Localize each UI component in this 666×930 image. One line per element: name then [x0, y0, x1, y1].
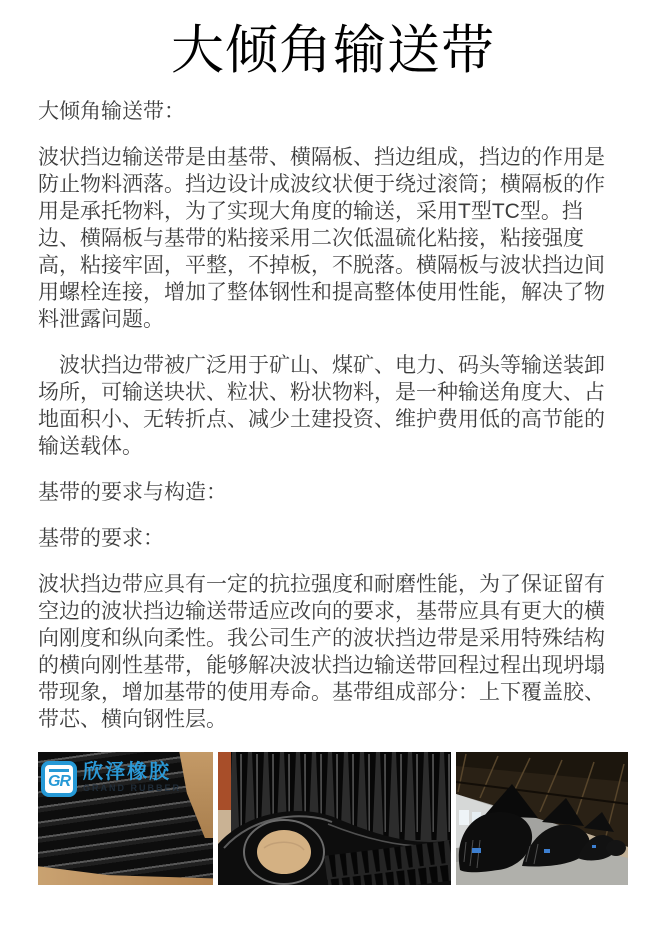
photo1-floor-strip: [38, 863, 213, 885]
brand-name-chinese: 欣泽橡胶: [83, 761, 171, 783]
product-photo-row: [38, 752, 628, 885]
paragraph-intro-label: 大倾角输送带：: [38, 100, 185, 123]
photo-corrugated-sidewall: [38, 752, 213, 885]
photo-belt-loop: [218, 752, 451, 885]
brand-watermark: [41, 761, 181, 797]
paragraph-applications: 波状挡边带被广泛用于矿山、煤矿、电力、码头等输送装卸场所，可输送块状、粒状、粉状物料，是一种输送角度大、占地面积小、无转折点、减少土建投资、维护费用低的高节能的输送载体。: [38, 354, 605, 458]
belt-loop-illustration: [218, 752, 451, 885]
paragraph-baseband-heading: 基带的要求与构造：: [38, 481, 227, 504]
article-body: [38, 98, 623, 733]
photo-factory-belts: [456, 752, 628, 885]
page-title: 大倾角输送带: [171, 21, 495, 80]
brand-logo-initials: GR: [48, 772, 70, 790]
brand-name-english: GRAND RUBBER: [83, 783, 181, 793]
paragraph-requirement-heading: 基带的要求：: [38, 527, 164, 550]
paragraph-baseband-detail: 波状挡边带应具有一定的抗拉强度和耐磨性能，为了保证留有空边的波状挡边输送带适应改向的要求，基带应具有更大的横向刚度和纵向柔性。我公司生产的波状挡边带是采用特殊结构的横向刚性基带，能够解决波状挡边输送带回程过程出现坍塌带现象，增加基带的使用寿命。基带组成部分：上下覆盖胶、带芯、横向钢性层。: [38, 573, 605, 731]
factory-illustration: [456, 752, 628, 885]
brand-logo-icon: [41, 761, 77, 797]
paragraph-structure: 波状挡边输送带是由基带、横隔板、挡边组成，挡边的作用是防止物料洒落。挡边设计成波纹状便于绕过滚筒；横隔板的作用是承托物料，为了实现大角度的输送，采用T型TC型。挡边、横隔板与基带的粘接采用二次低温硫化粘接，粘接强度高，粘接牢固，平整，不掉板，不脱落。横隔板与波状挡边间用螺栓连接，增加了整体钢性和提高整体使用性能，解决了物料泄露问题。: [38, 146, 605, 331]
